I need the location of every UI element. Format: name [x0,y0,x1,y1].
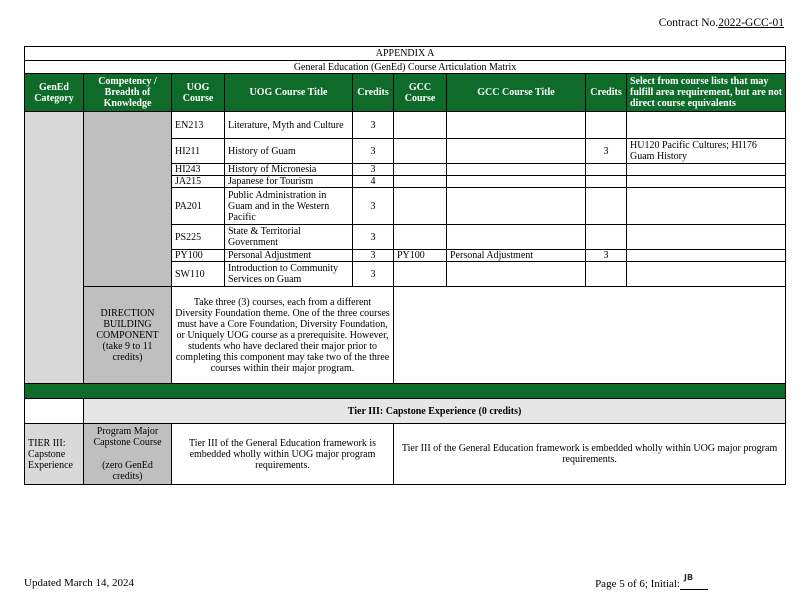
contract-id: 2022-GCC-01 [718,17,784,29]
tier3-competency-line2: (zero GenEd credits) [102,460,153,482]
gcc-course [394,139,447,164]
tier3-competency [84,424,172,485]
other-courses [627,250,786,262]
uog-course: PY100 [172,250,225,262]
gcc-title [447,176,586,188]
col-uog-course: UOG Course [172,74,225,112]
other-courses [627,262,786,287]
other-courses [627,164,786,176]
uog-course: HI243 [172,164,225,176]
matrix-title: General Education (GenEd) Course Articulation Matrix [25,61,786,74]
gened-category-cell [25,112,84,384]
uog-credits: 4 [353,176,394,188]
articulation-matrix-table [24,46,786,485]
uog-title: History of Guam [225,139,353,164]
gcc-course [394,188,447,225]
other-courses [627,112,786,139]
gcc-title [447,164,586,176]
direction-text: Take three (3) courses, each from a different Diversity Foundation theme. One of the three courses must have a Core Foundation, Diversity Foundation, or Uniquely UOG course as a prerequisite. However, students who have declared their major prior to completing this component may take two of the three courses within their major program. [172,287,394,384]
col-uog-title: UOG Course Title [225,74,353,112]
uog-title: History of Micronesia [225,164,353,176]
col-gcc-course: GCC Course [394,74,447,112]
gcc-credits [586,112,627,139]
gcc-credits [586,164,627,176]
initial-text: JB [684,573,694,582]
uog-course: EN213 [172,112,225,139]
gcc-credits [586,176,627,188]
direction-row [25,287,786,384]
tier3-heading-row [25,399,786,424]
col-gened-category: GenEd Category [25,74,84,112]
gcc-credits [586,262,627,287]
gcc-course [394,262,447,287]
tier3-uog-text: Tier III of the General Education framework is embedded wholly within UOG major program requirements. [172,424,394,485]
page-number: Page 5 of 6; Initial: [595,578,680,590]
updated-date: Updated March 14, 2024 [24,577,134,589]
direction-empty-cell [394,287,786,384]
col-gcc-title: GCC Course Title [447,74,586,112]
gcc-course [394,225,447,250]
appendix-title: APPENDIX A [25,47,786,61]
uog-credits: 3 [353,112,394,139]
uog-course: PS225 [172,225,225,250]
other-courses: HU120 Pacific Cultures; HI176 Guam History [627,139,786,164]
gcc-course [394,164,447,176]
uog-course: JA215 [172,176,225,188]
uog-course: SW110 [172,262,225,287]
uog-credits: 3 [353,225,394,250]
uog-title: Personal Adjustment [225,250,353,262]
gcc-title [447,112,586,139]
gcc-credits [586,225,627,250]
green-divider-band [25,384,786,399]
tier3-heading: Tier III: Capstone Experience (0 credits) [84,399,786,424]
tier3-heading-blank [25,399,84,424]
gcc-title [447,188,586,225]
direction-label: DIRECTION BUILDING COMPONENT (take 9 to 11 credits) [84,287,172,384]
uog-course: PA201 [172,188,225,225]
other-courses [627,176,786,188]
gcc-credits [586,188,627,225]
gcc-title [447,262,586,287]
competency-cell [84,112,172,287]
contract-number [659,17,784,29]
gcc-title: Personal Adjustment [447,250,586,262]
header-row [25,74,786,112]
initial-signature [680,573,708,590]
tier3-category: TIER III: Capstone Experience [25,424,84,485]
col-gcc-credits: Credits [586,74,627,112]
gcc-course [394,112,447,139]
uog-credits: 3 [353,250,394,262]
uog-title: Public Administration in Guam and in the Western Pacific [225,188,353,225]
uog-credits: 3 [353,188,394,225]
other-courses [627,225,786,250]
green-divider [25,384,786,399]
tier3-gcc-text: Tier III of the General Education framework is embedded wholly within UOG major program requirements. [394,424,786,485]
page-info [595,573,708,590]
gcc-credits: 3 [586,139,627,164]
col-other-lists: Select from course lists that may fulfill area requirement, but are not direct course equivalents [627,74,786,112]
uog-credits: 3 [353,164,394,176]
other-courses [627,188,786,225]
col-uog-credits: Credits [353,74,394,112]
col-competency: Competency / Breadth of Knowledge [84,74,172,112]
gcc-title [447,139,586,164]
uog-title: Japanese for Tourism [225,176,353,188]
appendix-row [25,47,786,61]
gcc-course [394,176,447,188]
uog-credits: 3 [353,262,394,287]
uog-title: Literature, Myth and Culture [225,112,353,139]
contract-label: Contract No. [658,17,719,29]
uog-course: HI211 [172,139,225,164]
gcc-title [447,225,586,250]
tier3-row [25,424,786,485]
uog-credits: 3 [353,139,394,164]
gcc-course: PY100 [394,250,447,262]
uog-title: Introduction to Community Services on Guam [225,262,353,287]
uog-title: State & Territorial Government [225,225,353,250]
matrix-title-row [25,61,786,74]
gcc-credits: 3 [586,250,627,262]
table-row [25,112,786,139]
tier3-competency-line1: Program Major Capstone Course [93,426,162,448]
